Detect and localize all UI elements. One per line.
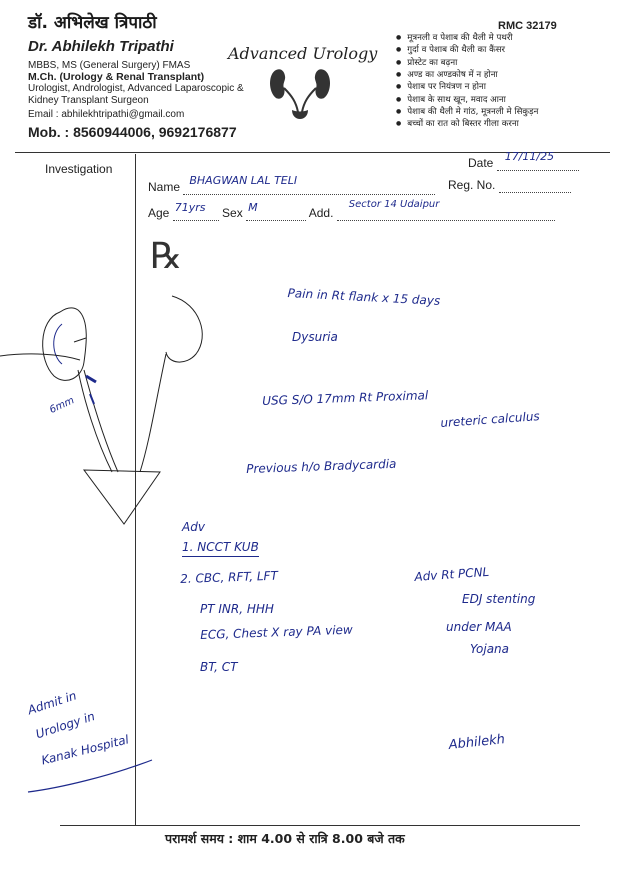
mobile-numbers: Mob. : 8560944006, 9692176877 [28, 124, 237, 140]
age-value: 71yrs [174, 201, 206, 214]
date-field [468, 150, 579, 171]
side-note-underline [20, 740, 160, 800]
sex-value: M [248, 201, 258, 214]
age-sex-address-row [148, 199, 555, 221]
rx-symbol: ℞ [150, 236, 183, 277]
address-label: Add. [308, 206, 334, 220]
service-item: ● प्रोस्टेट का बढ़ना [396, 57, 538, 69]
service-item: ● गुर्दा व पेशाब की थैली का कैंसर [396, 44, 538, 56]
complaint-note: Pain in Rt flank x 15 days [287, 286, 441, 308]
advice-item: 1. NCCT KUB [182, 540, 259, 557]
date-value: 17/11/25 [504, 150, 555, 163]
investigation-label: Investigation [45, 162, 113, 176]
service-item: ● अण्ड का अण्डकोष में न होना [396, 69, 538, 81]
signature: Abhilekh [448, 732, 506, 753]
qualifications: MBBS, MS (General Surgery) FMAS [28, 60, 191, 71]
symptom-note: Dysuria [292, 330, 338, 344]
specialty-degree: M.Ch. (Urology & Renal Transplant) [28, 71, 205, 83]
specialty-line-1: Urologist, Andrologist, Advanced Laparoscopic & [28, 83, 244, 94]
service-item: ● पेशाब पर नियंत्रण न होना [396, 81, 538, 93]
diagram-measurement: 6mm [48, 395, 77, 416]
usg-note: USG S/O 17mm Rt Proximal [262, 388, 429, 408]
advice-item: PT INR, HHH [200, 602, 274, 616]
sex-label: Sex [222, 206, 243, 220]
patient-name: BHAGWAN LAL TELI [189, 174, 298, 187]
reg-no-label: Reg. No. [448, 178, 496, 192]
advice-item: 2. CBC, RFT, LFT [180, 568, 279, 586]
services-list [396, 32, 538, 131]
email: Email : abhilekhtripathi@gmail.com [28, 109, 185, 120]
plan-line: Adv Rt PCNL [414, 564, 490, 584]
clinic-name: Advanced Urology [228, 44, 378, 63]
name-field [148, 174, 435, 195]
kidney-logo-icon [268, 66, 332, 128]
advice-heading: Adv [182, 520, 205, 534]
plan-line: under MAA [446, 620, 512, 634]
reg-no-field [448, 178, 571, 193]
advice-item: BT, CT [200, 660, 238, 674]
usg-note-continued: ureteric calculus [440, 409, 541, 430]
side-note-line: Urology in [34, 709, 97, 742]
history-note: Previous h/o Bradycardia [246, 456, 397, 476]
consultation-time: परामर्श समय : शाम 4.00 से रात्रि 8.00 बजे तक [165, 831, 405, 846]
service-item: ● पेशाब के साथ खून, मवाद आना [396, 94, 538, 106]
doctor-name-hindi: डॉ. अभिलेख त्रिपाठी [28, 13, 157, 33]
specialty-description [28, 83, 258, 107]
service-item: ● बच्चों का रात को बिस्तर गीला करना [396, 118, 538, 130]
name-label: Name [148, 180, 181, 194]
rmc-number: RMC 32179 [498, 20, 557, 32]
doctor-name: Dr. Abhilekh Tripathi [28, 38, 174, 55]
address-value: Sector 14 Udaipur [348, 199, 440, 210]
specialty-line-2: Kidney Transplant Surgeon [28, 95, 149, 106]
kidney-ureter-sketch-icon [0, 290, 220, 530]
advice-item: ECG, Chest X ray PA view [200, 622, 353, 642]
side-note-line: Admit in [26, 688, 79, 718]
plan-line: Yojana [470, 642, 509, 656]
age-label: Age [148, 206, 170, 220]
date-label: Date [468, 156, 494, 170]
service-item: ● पेशाब की थैली मे गांठ, मूत्रनली मे सिकुड़न [396, 106, 538, 118]
service-item: ● मूत्रनली व पेशाब की थैली मे पथरी [396, 32, 538, 44]
footer-divider [60, 825, 580, 826]
side-note-line: Kanak Hospital [40, 732, 131, 768]
plan-line: EDJ stenting [462, 592, 536, 606]
